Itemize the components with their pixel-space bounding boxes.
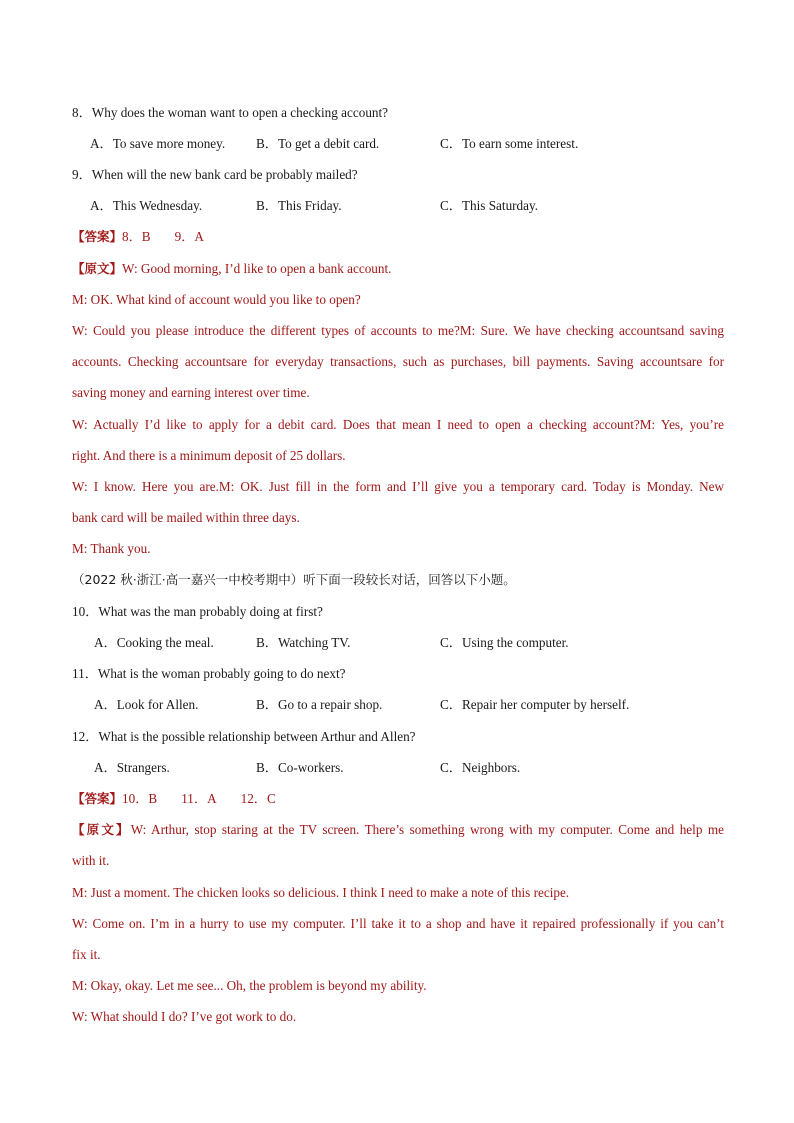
question-8-option-c: C．To earn some interest. — [440, 136, 579, 151]
answer-tag: 【答案】 — [72, 229, 123, 244]
question-12-option-b: B．Co-workers. — [256, 760, 344, 775]
answer-12: 12．C — [240, 791, 276, 806]
question-10-option-b: B．Watching TV. — [256, 635, 351, 650]
question-11-option-a: A．Look for Allen. — [94, 697, 199, 712]
question-12-option-a: A．Strangers. — [94, 760, 170, 775]
question-8-option-a: A．To save more money. — [90, 136, 226, 151]
transcript-2-line: M: Okay, okay. Let me see... Oh, the problem is beyond my ability. — [72, 978, 427, 993]
answer-block-1 — [72, 228, 724, 246]
transcript-2-line: with it. — [72, 853, 110, 868]
transcript-1-text: W: Good morning, I’d like to open a bank account. — [122, 261, 392, 276]
transcript-1-line: W: Could you please introduce the different types of accounts to me?M: Sure. We have checking accountsand saving — [72, 323, 724, 338]
question-11-option-b: B．Go to a repair shop. — [256, 697, 383, 712]
transcript-1-line: bank card will be mailed within three days. — [72, 510, 300, 525]
question-10-option-c: C．Using the computer. — [440, 635, 569, 650]
transcript-2-text: W: Arthur, stop staring at the TV screen. There’s something wrong with my computer. Come and help me — [130, 822, 724, 837]
question-8-stem: 8．Why does the woman want to open a checking account? — [72, 105, 389, 120]
answer-10: 10．B — [122, 791, 158, 806]
transcript-1-line: W: I know. Here you are.M: OK. Just fill in the form and I’ll give you a temporary card. Today is Monday. New — [72, 479, 724, 494]
question-8-option-b: B．To get a debit card. — [256, 136, 380, 151]
transcript-1-line: saving money and earning interest over time. — [72, 385, 310, 400]
transcript-1-line: right. And there is a minimum deposit of 25 dollars. — [72, 448, 346, 463]
answer-11: 11．A — [181, 791, 217, 806]
answer-tag: 【答案】 — [72, 791, 123, 806]
question-11-option-c: C．Repair her computer by herself. — [440, 697, 630, 712]
transcript-tag: 【原文】 — [72, 822, 131, 837]
question-10-option-a: A．Cooking the meal. — [94, 635, 214, 650]
transcript-2-line: fix it. — [72, 947, 101, 962]
transcript-2-line: M: Just a moment. The chicken looks so delicious. I think I need to make a note of this recipe. — [72, 885, 570, 900]
question-10-stem: 10．What was the man probably doing at first? — [72, 604, 323, 619]
question-11-stem: 11．What is the woman probably going to do next? — [72, 666, 346, 681]
transcript-1-line: W: Actually I’d like to apply for a debit card. Does that mean I need to open a checking account?M: Yes, you’re — [72, 417, 724, 432]
section-header: （2022 秋·浙江·高一嘉兴一中校考期中）听下面一段较长对话，回答以下小题。 — [72, 572, 516, 587]
transcript-1-line: M: OK. What kind of account would you like to open? — [72, 292, 361, 307]
answer-block-2 — [72, 790, 724, 808]
question-9-option-b: B．This Friday. — [256, 198, 342, 213]
transcript-2-line: W: What should I do? I’ve got work to do. — [72, 1009, 297, 1024]
question-9-option-c: C．This Saturday. — [440, 198, 539, 213]
question-9-option-a: A．This Wednesday. — [90, 198, 203, 213]
transcript-2-line: W: Come on. I’m in a hurry to use my computer. I’ll take it to a shop and have it repaired professionally if you can’t — [72, 916, 724, 931]
answer-8: 8．B — [122, 229, 151, 244]
transcript-2-first-line — [72, 821, 724, 839]
transcript-1-first-line — [72, 260, 724, 278]
answer-9: 9．A — [174, 229, 204, 244]
question-9-stem: 9．When will the new bank card be probably mailed? — [72, 167, 358, 182]
transcript-1-line: M: Thank you. — [72, 541, 151, 556]
transcript-1-line: accounts. Checking accountsare for everyday transactions, such as purchases, bill payments. Saving accountsare for — [72, 354, 724, 369]
transcript-tag: 【原文】 — [72, 261, 123, 276]
question-12-option-c: C．Neighbors. — [440, 760, 521, 775]
question-12-stem: 12．What is the possible relationship between Arthur and Allen? — [72, 729, 416, 744]
